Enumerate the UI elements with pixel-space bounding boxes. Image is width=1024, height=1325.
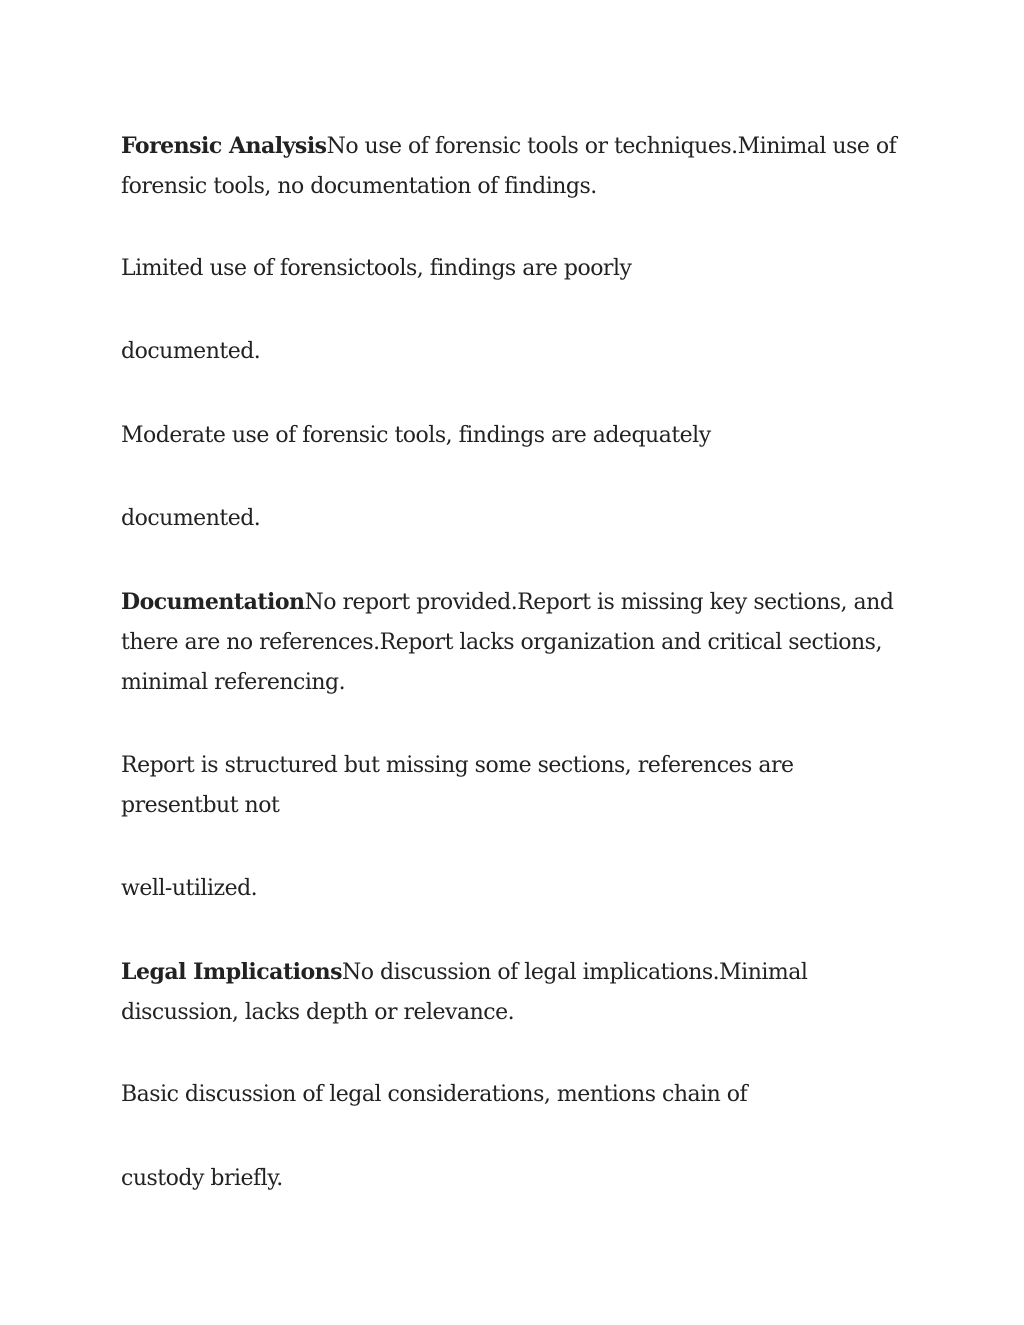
paragraph <box>121 1159 911 1199</box>
paragraph-text: Report is structured but missing some sections, references are presentbut not <box>121 753 794 818</box>
criterion-heading: Forensic Analysis <box>121 133 327 159</box>
criterion-heading: Legal Implications <box>121 959 343 985</box>
criterion-text: No use of forensic tools or techniques.Minimal use of forensic tools, no documentation of findings. <box>121 134 897 199</box>
paragraph <box>121 249 911 289</box>
rubric-row-forensic-analysis <box>121 126 911 207</box>
rubric-row-legal-implications <box>121 952 911 1033</box>
criterion-text: No discussion of legal implications.Minimal discussion, lacks depth or relevance. <box>121 960 808 1025</box>
paragraph <box>121 869 911 909</box>
paragraph <box>121 416 911 456</box>
paragraph-text: documented. <box>121 339 261 364</box>
paragraph-text: Limited use of forensictools, findings are poorly <box>121 256 632 281</box>
paragraph-text: well-utilized. <box>121 876 258 901</box>
paragraph <box>121 1075 911 1115</box>
rubric-row-documentation <box>121 582 911 703</box>
paragraph <box>121 746 911 826</box>
paragraph-text: custody briefly. <box>121 1166 283 1191</box>
criterion-text: No report provided.Report is missing key sections, and there are no references.Report lacks organization and critical sections, minimal referencing. <box>121 590 894 695</box>
criterion-heading: Documentation <box>121 589 305 615</box>
paragraph-text: Basic discussion of legal considerations, mentions chain of <box>121 1082 748 1107</box>
paragraph-text: Moderate use of forensic tools, findings are adequately <box>121 423 711 448</box>
paragraph <box>121 332 911 372</box>
paragraph <box>121 499 911 539</box>
paragraph-text: documented. <box>121 506 261 531</box>
